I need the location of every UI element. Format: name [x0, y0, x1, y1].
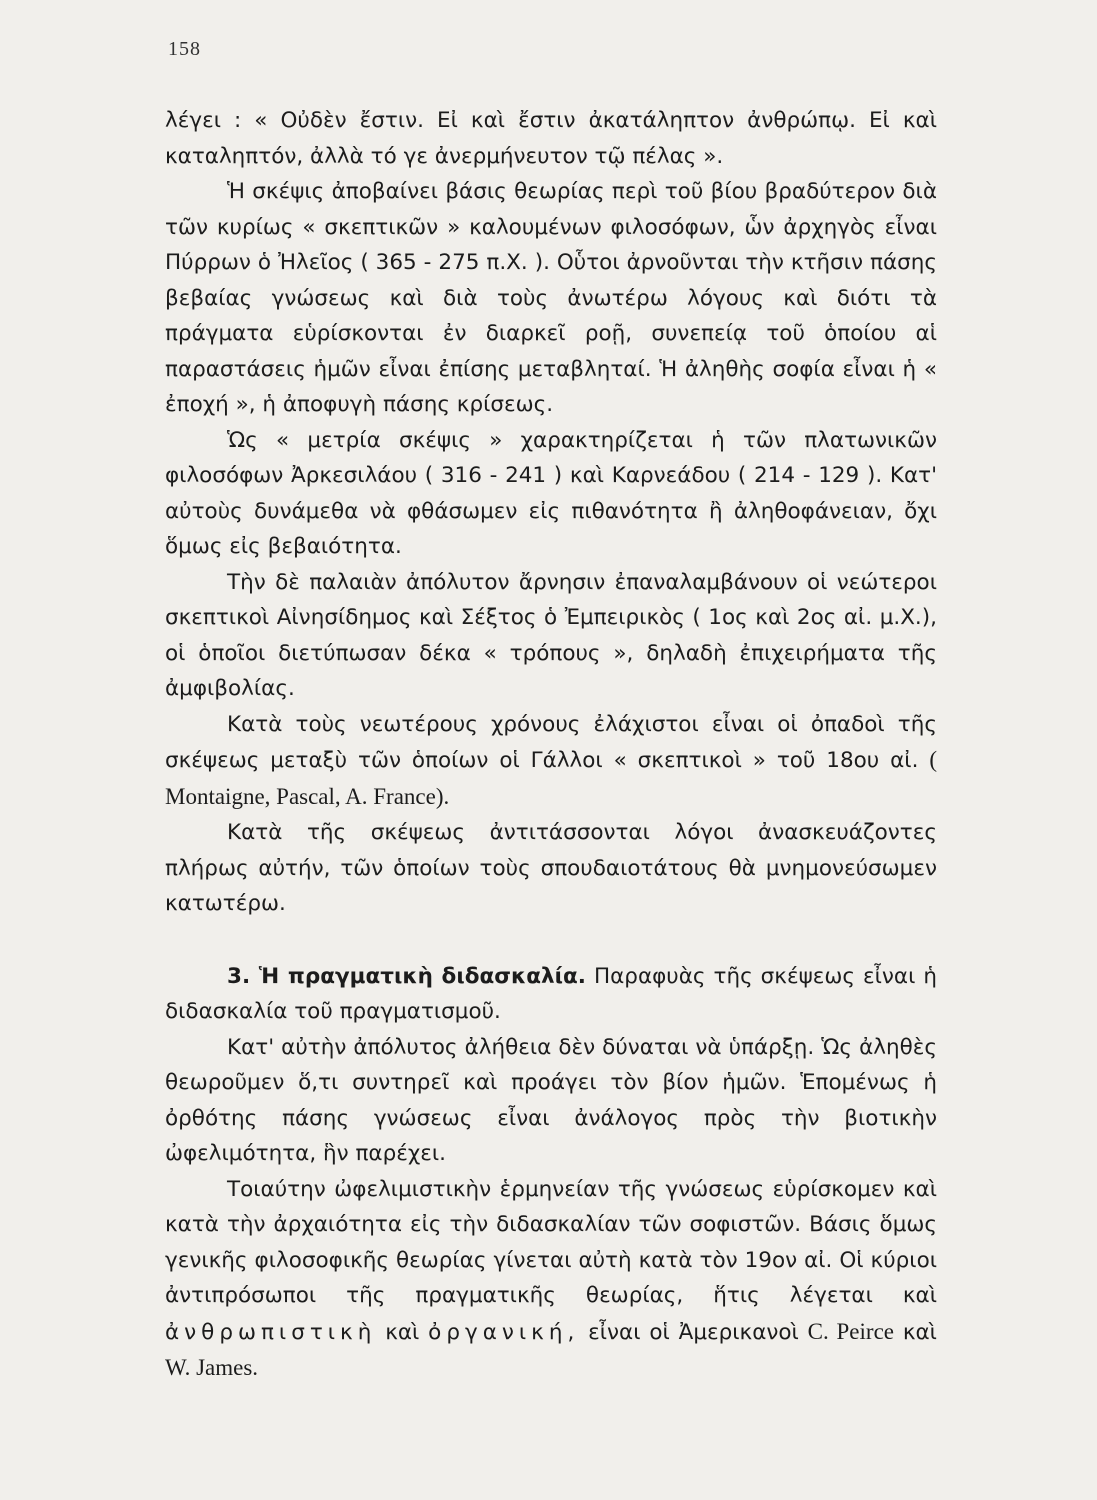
paragraph-modern-skeptics: [165, 707, 937, 816]
name-james: W. James.: [165, 1355, 259, 1380]
paragraph-skepticism: Ἡ σκέψις ἀποβαίνει βάσις θεωρίας περὶ τοῦ βίου βραδύτερον διὰ τῶν κυρίως « σκεπτικῶν » καλουμένων φιλοσόφων, ὧν ἀρχηγὸς εἶναι Πύρρων ὁ Ἠλεῖος ( 365 - 275 π.Χ. ). Οὗτοι ἀρνοῦνται τὴν κτῆσιν πάσης βεβαίας γνώσεως καὶ διὰ τοὺς ἀνωτέρω λόγους καὶ διότι τὰ πράγματα εὑρίσκονται ἐν διαρκεῖ ροῇ, συνεπείᾳ τοῦ ὁποίου αἱ παραστάσεις ἡμῶν εἶναι ἐπίσης μεταβληταί. Ἡ ἀληθὴς σοφία εἶναι ἡ « ἐποχή », ἡ ἀποφυγὴ πάσης κρίσεως.: [165, 179, 937, 417]
paragraph-modern-text: Κατὰ τοὺς νεωτέρους χρόνους ἐλάχιστοι εἶναι οἱ ὀπαδοὶ τῆς σκέψεως μεταξὺ τῶν ὁποίων οἱ Γάλλοι « σκεπτικοὶ » τοῦ 18ου αἰ.: [165, 711, 937, 773]
page-number: 158: [168, 38, 201, 60]
modern-skeptic-names: ( Montaigne, Pascal, A. France).: [165, 747, 937, 809]
paragraph-later-skeptics: Τὴν δὲ παλαιὰν ἀπόλυτον ἄρνησιν ἐπαναλαμβάνουν οἱ νεώτεροι σκεπτικοὶ Αἰνησίδημος καὶ Σέξτος ὁ Ἐμπειρικὸς ( 1ος καὶ 2ος αἰ. μ.Χ.), οἱ ὁποῖοι διετύπωσαν δέκα « τρόπους », δηλαδὴ ἐπιχειρήματα τῆς ἀμφιβολίας.: [165, 569, 937, 701]
conjunction-kai-2: καὶ: [902, 1319, 937, 1345]
term-organiki: ὀργανική,: [428, 1319, 580, 1345]
section-intro-text: Παραφυὰς τῆς σκέψεως εἶναι ἡ διδασκαλία τοῦ πραγματισμοῦ.: [165, 963, 937, 1024]
paragraph-quote: λέγει : « Οὐδὲν ἔστιν. Εἰ καὶ ἔστιν ἀκατάληπτον ἀνθρώπῳ. Εἰ καὶ καταληπτόν, ἀλλὰ τό γε ἀνερμήνευτον τῷ πέλας ».: [165, 108, 937, 169]
conjunction-kai: καὶ: [385, 1319, 420, 1345]
name-peirce: C. Peirce: [807, 1318, 894, 1344]
paragraph-pragmatism-history: [165, 1172, 937, 1387]
paragraph-moderate-skepsis: Ὡς « μετρία σκέψις » χαρακτηρίζεται ἡ τῶν πλατωνικῶν φιλοσόφων Ἀρκεσιλάου ( 316 - 241 ) καὶ Καρνεάδου ( 214 - 129 ). Κατ' αὐτοὺς δυνάμεθα νὰ φθάσωμεν εἰς πιθανότητα ἢ ἀληθοφάνειαν, ὄχι ὅμως εἰς βεβαιότητα.: [165, 427, 937, 559]
section-heading: 3. Ἡ πραγματικὴ διδασκαλία.: [227, 963, 586, 989]
history-text-end: εἶναι οἱ Ἀμερικανοὶ: [588, 1319, 799, 1345]
history-text: Τοιαύτην ὠφελιμιστικὴν ἑρμηνείαν τῆς γνώσεως εὑρίσκομεν καὶ κατὰ τὴν ἀρχαιότητα εἰς τὴν διδασκαλίαν τῶν σοφιστῶν. Βάσις ὅμως γενικῆς φιλοσοφικῆς θεωρίας γίνεται αὐτὴ κατὰ τὸν 19ον αἰ. Οἱ κύριοι ἀντιπρόσωποι τῆς πραγματικῆς θεωρίας, ἥτις λέγεται καὶ: [165, 1176, 937, 1308]
section-pragmatism-intro: [165, 959, 937, 1030]
page-text: [165, 103, 937, 1387]
term-anthropistiki: ἀνθρωπιστικὴ: [165, 1319, 377, 1345]
paragraph-refutation: Κατὰ τῆς σκέψεως ἀντιτάσσονται λόγοι ἀνασκευάζοντες πλήρως αὐτήν, τῶν ὁποίων τοὺς σπουδαιοτάτους θὰ μνημονεύσωμεν κατωτέρω.: [165, 820, 937, 916]
paragraph-pragmatic-truth: Κατ' αὐτὴν ἀπόλυτος ἀλήθεια δὲν δύναται νὰ ὑπάρξῃ. Ὡς ἀληθὲς θεωροῦμεν ὅ,τι συντηρεῖ καὶ προάγει τὸν βίον ἡμῶν. Ἑπομένως ἡ ὀρθότης πάσης γνώσεως εἶναι ἀνάλογος πρὸς τὴν βιοτικὴν ὠφελιμότητα, ἣν παρέχει.: [165, 1034, 937, 1166]
